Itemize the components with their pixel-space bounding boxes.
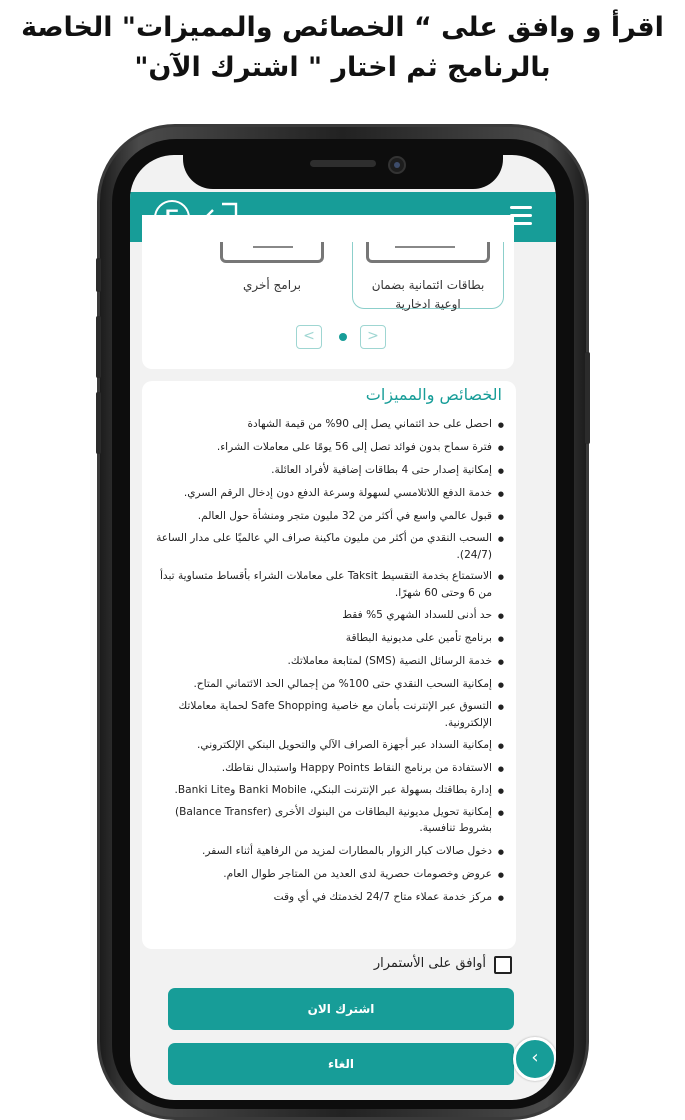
chevron-left-icon: < xyxy=(303,328,315,344)
feature-item: ● قبول عالمي واسع في أكثر من 32 مليون متجر ومنشأة حول العالم. xyxy=(152,507,504,525)
program-card-secured-credit[interactable] xyxy=(352,242,504,309)
feature-item: ● التسوق عبر الإنترنت بأمان مع خاصية Safe Shopping لحماية معاملاتك الإلكترونية. xyxy=(152,698,504,731)
feature-item: ● إمكانية السحب النقدي حتى 100% من إجمالي الحد الائتماني المتاح. xyxy=(152,675,504,693)
carousel-next-button[interactable] xyxy=(360,325,386,349)
floating-chevron-button[interactable] xyxy=(513,1037,556,1081)
agree-label: أوافق على الأستمرار xyxy=(373,956,486,971)
carousel-prev-button[interactable] xyxy=(296,325,322,349)
program-card-label: بطاقات ائتمانية بضمان اوعية ادخارية xyxy=(371,278,485,311)
feature-item: ● فترة سماح بدون فوائد تصل إلى 56 يومًا على معاملات الشراء. xyxy=(152,438,504,456)
feature-item: ● عروض وخصومات حصرية لدى العديد من المتاجر طوال العام. xyxy=(152,865,504,883)
features-list xyxy=(152,415,504,911)
features-card xyxy=(142,381,516,949)
instruction-line-1: اقرأ و وافق على “ الخصائص والمميزات" الخاصة xyxy=(21,12,664,43)
agree-checkbox-row[interactable] xyxy=(374,955,512,973)
phone-power-button xyxy=(585,352,590,444)
card-illustration-icon xyxy=(366,242,490,263)
phone-volume-down xyxy=(96,392,101,454)
instruction-header xyxy=(0,8,685,88)
phone-speaker xyxy=(310,160,376,167)
feature-item: ● خدمة الدفع اللاتلامسي لسهولة وسرعة الدفع دون إدخال الرقم السري. xyxy=(152,484,504,502)
program-card-other[interactable] xyxy=(212,242,332,308)
feature-item: ● مركز خدمة عملاء متاح 24/7 لخدمتك في أي وقت xyxy=(152,888,504,906)
feature-item: ● الاستفادة من برنامج النقاط Happy Points واستبدال نقاطك. xyxy=(152,759,504,777)
feature-item: ● إمكانية تحويل مديونية البطاقات من البنوك الأخرى (Balance Transfer) بشروط تنافسية. xyxy=(152,804,504,837)
chevron-right-icon: > xyxy=(367,328,379,344)
phone-mute-switch xyxy=(96,258,101,292)
programs-carousel xyxy=(142,215,514,369)
feature-item: ● خدمة الرسائل النصية (SMS) لمتابعة معاملاتك. xyxy=(152,652,504,670)
feature-item: ● الاستمتاع بخدمة التقسيط Taksit على معاملات الشراء بأقساط متساوية تبدأ من 6 وحتى 60 شهرًا. xyxy=(152,568,504,601)
feature-item: ● حد أدنى للسداد الشهري 5% فقط xyxy=(152,606,504,624)
chevron-left-icon: ‹ xyxy=(531,1047,539,1068)
subscribe-button[interactable]: اشترك الان xyxy=(168,988,514,1030)
program-card-label: برامج أخري xyxy=(242,278,302,292)
feature-item: ● دخول صالات كبار الزوار بالمطارات لمزيد من الرفاهية أثناء السفر. xyxy=(152,842,504,860)
front-camera xyxy=(388,156,406,174)
carousel-dot-active[interactable] xyxy=(339,333,347,341)
feature-item: ● السحب النقدي من أكثر من مليون ماكينة صراف الي عالميًا على مدار الساعة (24/7). xyxy=(152,530,504,563)
feature-item: ● إمكانية إصدار حتى 4 بطاقات إضافية لأفراد العائلة. xyxy=(152,461,504,479)
phone-volume-up xyxy=(96,316,101,378)
cancel-button[interactable]: الغاء xyxy=(168,1043,514,1085)
feature-item: ● برنامج تأمين على مديونية البطاقة xyxy=(152,629,504,647)
card-illustration-icon xyxy=(220,242,324,263)
feature-item: ● إدارة بطاقتك بسهولة عبر الإنترنت البنكي، Banki Mobile وBanki Lite. xyxy=(152,782,504,799)
instruction-line-2: بالرنامج ثم اختار " اشترك الآن" xyxy=(134,52,551,83)
feature-item: ● إمكانية السداد عبر أجهزة الصراف الآلي والتحويل البنكي الإلكتروني. xyxy=(152,736,504,754)
feature-item: ● احصل على حد ائتماني يصل إلى 90% من قيمة الشهادة xyxy=(152,415,504,433)
agree-checkbox[interactable] xyxy=(494,956,512,974)
phone-screen xyxy=(130,155,556,1100)
features-title: الخصائص والمميزات xyxy=(365,385,502,404)
